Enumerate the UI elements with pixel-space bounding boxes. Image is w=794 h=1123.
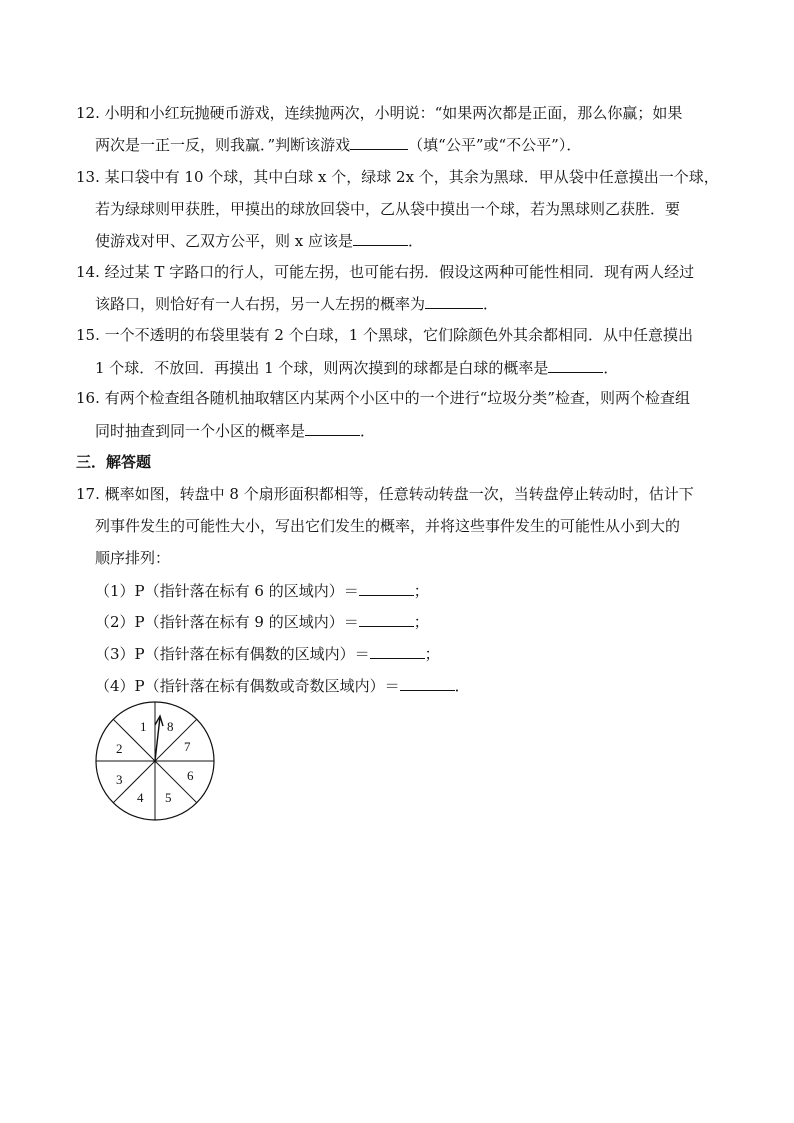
question-text: 概率如图，转盘中 8 个扇形面积都相等，任意转动转盘一次，当转盘停止转动时，估计下: [104, 485, 694, 503]
question-text: ．: [603, 359, 619, 377]
question-number: 13.: [76, 168, 100, 186]
question-text: 一个不透明的布袋里装有 2 个白球，1 个黑球，它们除颜色外其余都相同．从中任意摸出: [104, 326, 694, 344]
question-text: 某口袋中有 10 个球，其中白球 x 个，绿球 2x 个，其余为黑球．甲从袋中任意摸出一个球，: [104, 168, 719, 186]
question-16-line-1: [76, 388, 690, 408]
question-text: 若为绿球则甲获胜，甲摸出的球放回袋中，乙从袋中摸出一个球，若为黑球则乙获胜．要: [95, 200, 681, 218]
sub-question-4: [95, 675, 470, 696]
answer-blank[interactable]: [359, 580, 414, 596]
answer-blank[interactable]: [370, 643, 425, 659]
question-number: 17.: [76, 485, 100, 503]
sub-question-text: （4）P（指针落在标有偶数或奇数区域内）＝: [95, 677, 400, 695]
question-text: （填“公平”或“不公平”）．: [408, 136, 582, 154]
question-text: 同时抽查到同一个小区的概率是: [95, 422, 306, 440]
question-text: ．: [483, 295, 499, 313]
question-17-line-1: [76, 484, 694, 504]
question-number: 15.: [76, 326, 100, 344]
wheel-label-6: 6: [187, 768, 194, 783]
wheel-label-7: 7: [184, 739, 191, 754]
question-13-line-2: [95, 199, 680, 219]
answer-blank[interactable]: [359, 611, 414, 627]
sub-question-text: （1）P（指针落在标有 6 的区域内）＝: [95, 582, 359, 600]
answer-blank[interactable]: [353, 230, 408, 246]
sub-question-end: ；: [413, 613, 429, 631]
question-text: 经过某 T 字路口的行人，可能左拐，也可能右拐．假设这两种可能性相同．现有两人经过: [104, 263, 695, 281]
wheel-label-8: 8: [167, 719, 174, 734]
question-17-line-3: [95, 548, 170, 568]
wheel-label-1: 1: [140, 719, 147, 734]
question-text: 小明和小红玩抛硬币游戏，连续抛两次，小明说：“如果两次都是正面，那么你赢；如果: [104, 104, 683, 122]
wheel-label-4: 4: [137, 790, 144, 805]
wheel-label-3: 3: [116, 772, 123, 787]
question-number: 16.: [76, 389, 100, 407]
question-text: ．: [408, 232, 424, 250]
question-13-line-3: [95, 230, 423, 251]
section-title: 三．解答题: [76, 453, 152, 471]
answer-blank[interactable]: [425, 293, 483, 309]
answer-blank[interactable]: [350, 134, 408, 150]
sub-question-text: （2）P（指针落在标有 9 的区域内）＝: [95, 613, 359, 631]
sub-question-3: [95, 643, 440, 664]
question-text: 顺序排列：: [95, 549, 171, 567]
question-17-line-2: [95, 516, 680, 536]
question-text: 使游戏对甲、乙双方公平，则 x 应该是: [95, 232, 353, 250]
question-number: 14.: [76, 263, 100, 281]
wheel-label-2: 2: [116, 741, 123, 756]
answer-blank[interactable]: [305, 420, 360, 436]
question-14-line-1: [76, 262, 694, 282]
question-16-line-2: [95, 420, 375, 441]
spinner-wheel-figure: [94, 700, 216, 822]
question-text: 有两个检查组各随机抽取辖区内某两个小区中的一个进行“垃圾分类”检查，则两个检查组: [104, 389, 690, 407]
question-text: 1 个球．不放回．再摸出 1 个球，则两次摸到的球都是白球的概率是: [95, 359, 549, 377]
sub-question-end: ．: [454, 677, 470, 695]
wheel-label-5: 5: [165, 790, 172, 805]
sub-question-1: [95, 580, 429, 601]
question-15-line-1: [76, 325, 693, 345]
sub-question-end: ；: [424, 645, 440, 663]
sub-question-end: ；: [413, 582, 429, 600]
question-text: 两次是一正一反，则我赢．”判断该游戏: [95, 136, 351, 154]
question-text: 该路口，则恰好有一人右拐，另一人左拐的概率为: [95, 295, 426, 313]
answer-blank[interactable]: [548, 357, 603, 373]
question-12-line-1: [76, 103, 682, 123]
question-14-line-2: [95, 293, 498, 314]
question-number: 12.: [76, 104, 100, 122]
question-12-line-2: [95, 134, 581, 155]
question-text: ．: [360, 422, 376, 440]
question-text: 列事件发生的可能性大小，写出它们发生的概率，并将这些事件发生的可能性从小到大的: [95, 517, 681, 535]
sub-question-2: [95, 611, 429, 632]
question-13-line-1: [76, 167, 719, 187]
question-15-line-2: [95, 357, 618, 378]
answer-blank[interactable]: [400, 675, 455, 691]
sub-question-text: （3）P（指针落在标有偶数的区域内）＝: [95, 645, 370, 663]
